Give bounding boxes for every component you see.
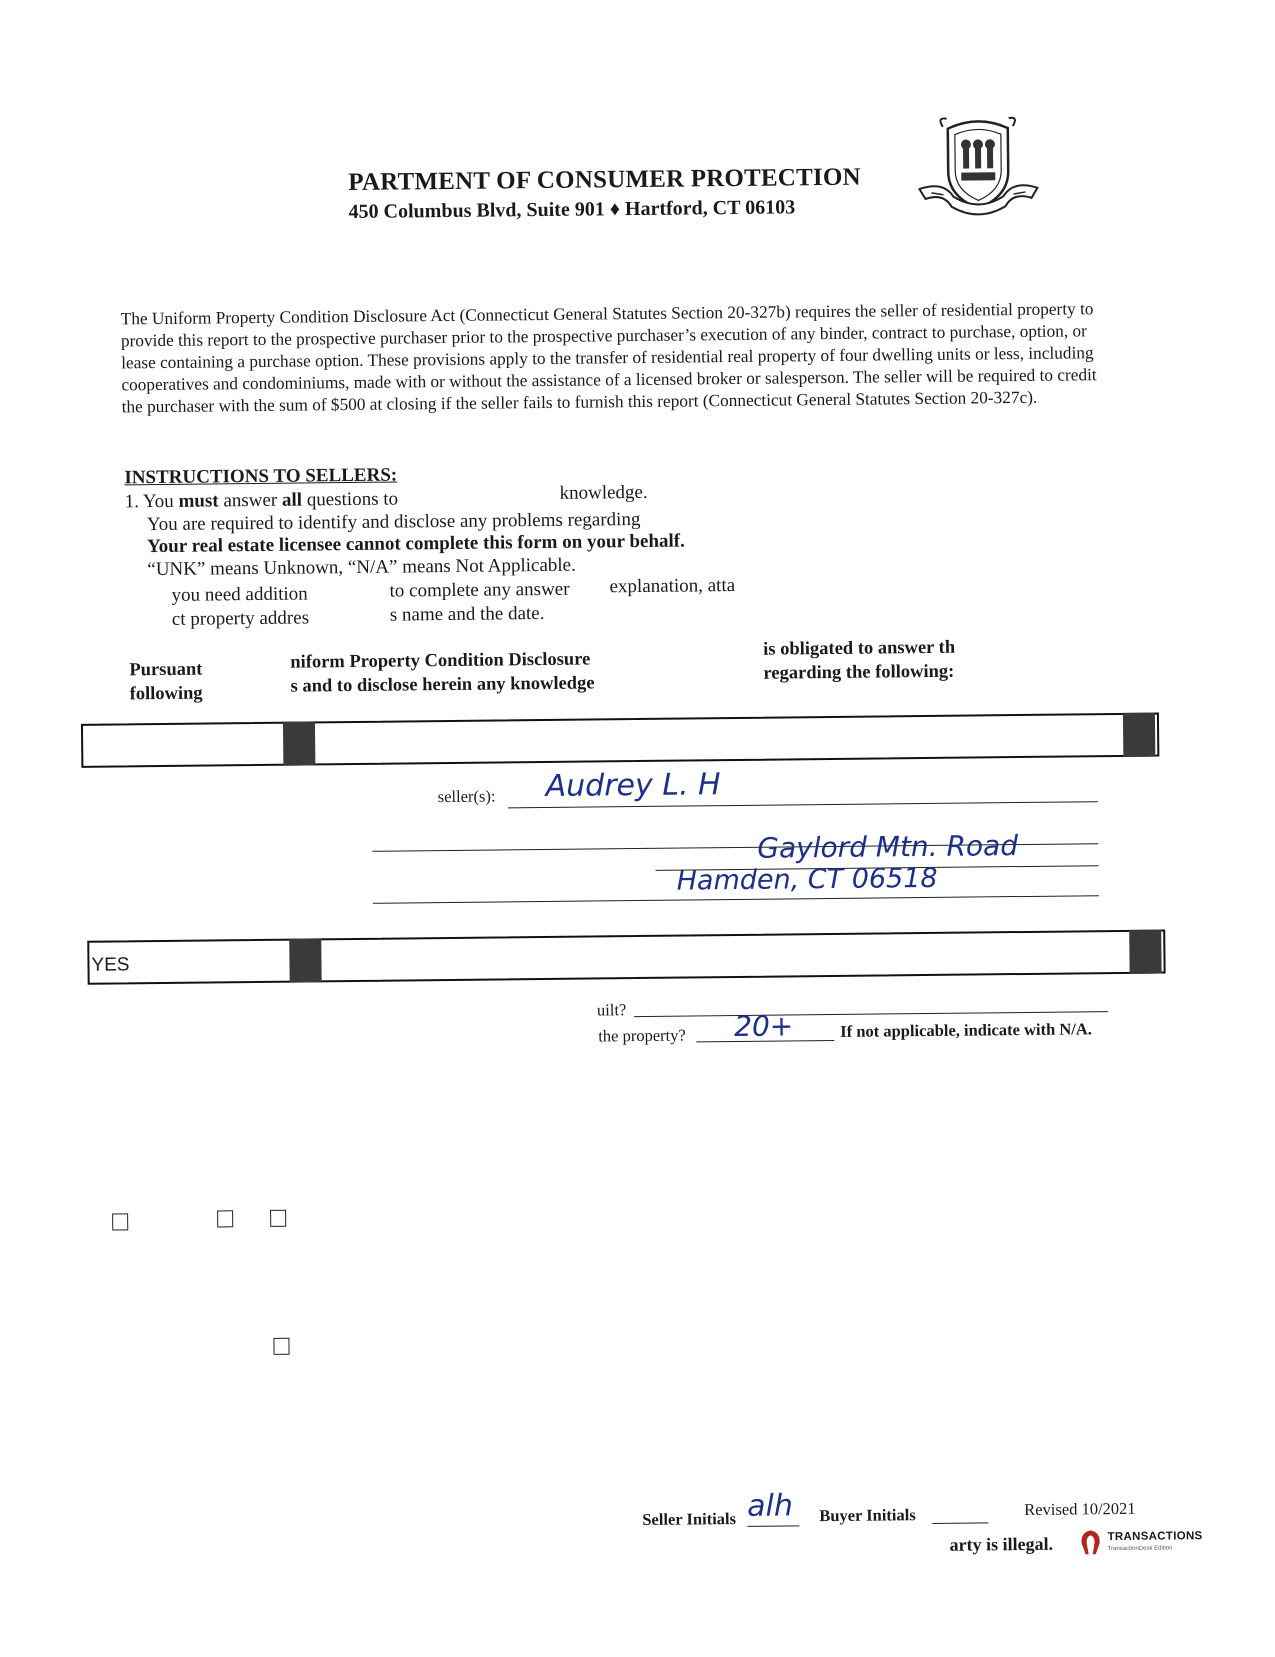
agency-address: 450 Columbus Blvd, Suite 901 ♦ Hartford, CT 06103 [348, 196, 796, 224]
pursuant-col3-line1: is obligated to answer th [763, 637, 956, 660]
bar-block-left [289, 938, 321, 982]
instruction-line-3: Your real estate licensee cannot complete this form on your behalf. [147, 530, 685, 558]
seller-initials-underline [747, 1525, 799, 1527]
checkbox-no[interactable] [217, 1210, 233, 1227]
instruction-line-1-end: knowledge. [559, 481, 648, 504]
buyer-initials-label: Buyer Initials [819, 1505, 916, 1526]
year-built-underline[interactable] [634, 1011, 1108, 1017]
agency-title: PARTMENT OF CONSUMER PROTECTION [348, 163, 861, 197]
instructions-heading: INSTRUCTIONS TO SELLERS: [124, 464, 398, 489]
state-seal-icon [913, 116, 1044, 222]
instruction-line-5c: explanation, atta [609, 574, 736, 598]
bar-block-right [1123, 713, 1155, 757]
checkbox-unk-2[interactable] [273, 1338, 289, 1355]
instruction-line-5a: you need addition [171, 583, 308, 606]
pursuant-col2-line2: s and to disclose herein any knowledge [290, 673, 595, 697]
occupancy-years-field[interactable]: 20+ [733, 1009, 794, 1044]
bar-block-right [1129, 930, 1161, 974]
occupancy-label: the property? [598, 1025, 686, 1046]
revision-date: Revised 10/2021 [1024, 1498, 1136, 1520]
pursuant-col3-line2: regarding the following: [763, 661, 955, 684]
checkbox-unk[interactable] [270, 1210, 286, 1227]
street-address-field[interactable]: Gaylord Mtn. Road [757, 829, 1019, 865]
instruction-line-5b: to complete any answer [389, 578, 570, 602]
instruction-line-6b: s name and the date. [389, 602, 545, 626]
instruction-line-2: You are required to identify and disclose any problems regarding [146, 508, 641, 536]
instruction-line-1: 1. You must answer all questions to [124, 488, 399, 513]
pursuant-col1-line2: following [129, 683, 203, 705]
address-line-3-underline [373, 895, 1099, 904]
city-state-zip-field[interactable]: Hamden, CT 06518 [676, 862, 938, 897]
seller-initials-label: Seller Initials [642, 1509, 737, 1530]
bar-block-left [283, 721, 315, 765]
section-yes-label: YES [91, 954, 130, 976]
pursuant-col2-line1: niform Property Condition Disclosure [290, 649, 591, 673]
checkbox-yes[interactable] [112, 1213, 128, 1230]
seller-initials-field[interactable]: alh [747, 1488, 794, 1524]
na-instruction: If not applicable, indicate with N/A. [840, 1019, 1092, 1041]
pursuant-col1-line1: Pursuant [129, 659, 203, 681]
transactions-logo-icon [1079, 1529, 1101, 1555]
intro-paragraph: The Uniform Property Condition Disclosure Act (Connecticut General Statutes Section 20-327b) requires the seller of residential property to provide this report to the prospective purchaser prior to the prospective purchaser’s execution of any binder, contract to purchase, option, or lease containing a purchase option. These provisions apply to the transfer of residential real property of four dwelling units or less, including cooperatives and condominiums, made with or without the assistance of a licensed broker or salesperson. The seller will be required to credit the purchaser with the sum of $500 at closing if the seller fails to furnish this report (Connecticut General Statutes Section 20-327c). [120, 299, 1097, 417]
logo-title: TRANSACTIONS [1107, 1530, 1203, 1544]
seller-label: seller(s): [437, 786, 496, 807]
buyer-initials-underline[interactable] [932, 1522, 988, 1524]
seller-name-field[interactable]: Audrey L. H [545, 767, 721, 804]
instruction-line-6a: ct property addres [171, 607, 310, 630]
logo-subtitle: TransactionDesk Edition [1107, 1545, 1173, 1553]
section-header-bar-2 [87, 930, 1165, 985]
year-built-label: uilt? [596, 1000, 627, 1020]
illegal-notice: arty is illegal. [949, 1533, 1054, 1555]
instruction-line-4: “UNK” means Unknown, “N/A” means Not Applicable. [147, 554, 576, 581]
section-header-bar-1 [81, 713, 1159, 768]
